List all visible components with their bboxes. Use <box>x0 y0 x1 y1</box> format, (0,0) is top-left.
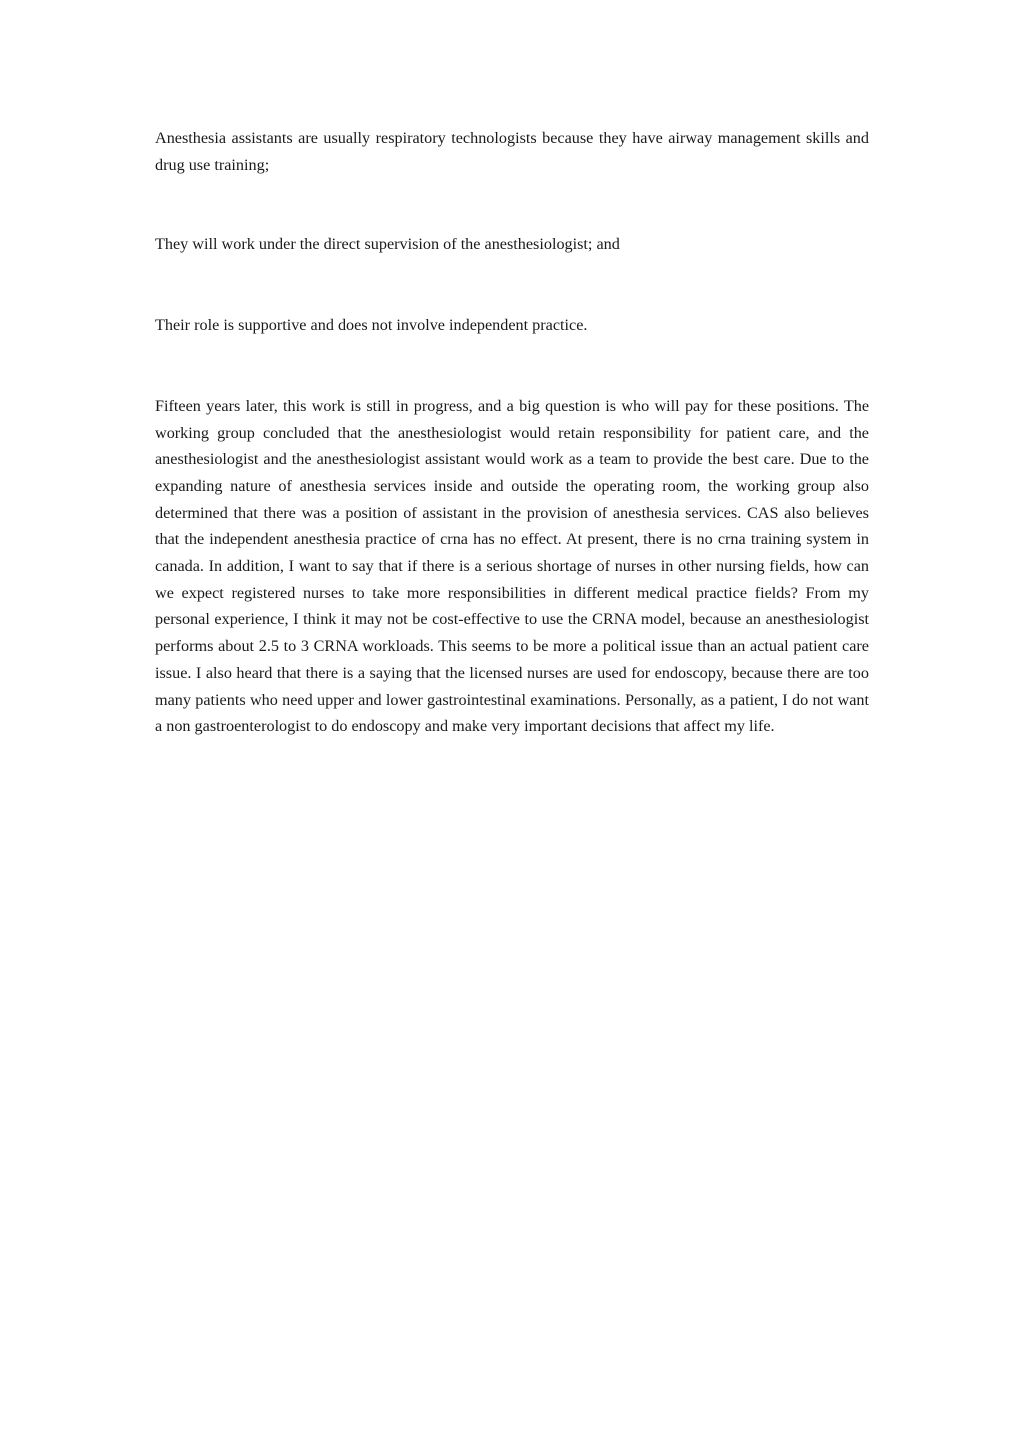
paragraph-fifteen-years-later: Fifteen years later, this work is still in progress, and a big question is who will pay for these positions. The working group concluded that the anesthesiologist would retain responsibility for patient care, and the anesthesiologist and the anesthesiologist assistant would work as a team to provide the best care. Due to the expanding nature of anesthesia services inside and outside the operating room, the working group also determined that there was a position of assistant in the provision of anesthesia services. CAS also believes that the independent anesthesia practice of crna has no effect. At present, there is no crna training system in canada. In addition, I want to say that if there is a serious shortage of nurses in other nursing fields, how can we expect registered nurses to take more responsibilities in different medical practice fields? From my personal experience, I think it may not be cost-effective to use the CRNA model, because an anesthesiologist performs about 2.5 to 3 CRNA workloads. This seems to be more a political issue than an actual patient care issue. I also heard that there is a saying that the licensed nurses are used for endoscopy, because there are too many patients who need upper and lower gastrointestinal examinations. Personally, as a patient, I do not want a non gastroenterologist to do endoscopy and make very important decisions that affect my life. <box>155 396 869 736</box>
paragraph-supportive-role: Their role is supportive and does not involve independent practice. <box>155 316 588 335</box>
document-body <box>155 125 869 740</box>
paragraph-anesthesia-assistants: Anesthesia assistants are usually respiratory technologists because they have airway management skills and drug use training; <box>155 129 869 174</box>
paragraph-direct-supervision: They will work under the direct supervision of the anesthesiologist; and <box>155 235 620 254</box>
